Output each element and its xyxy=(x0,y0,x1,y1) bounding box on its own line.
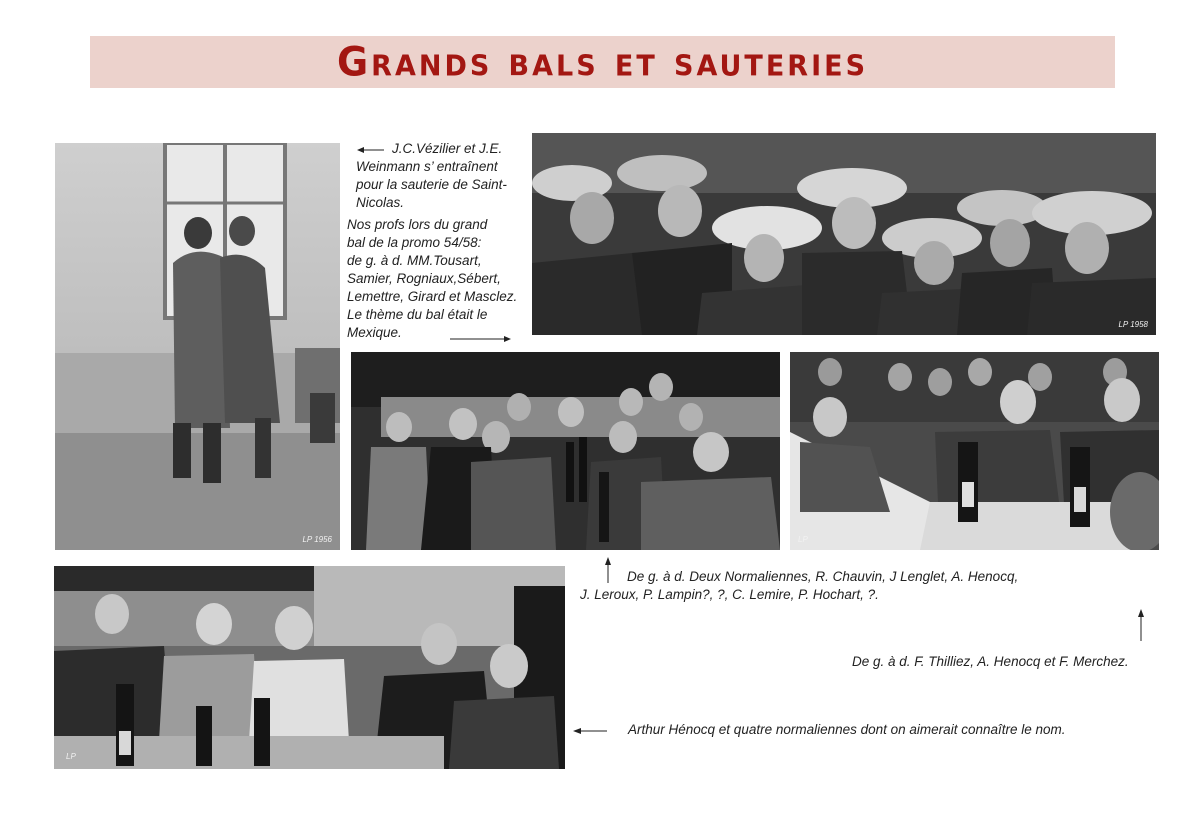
title-band xyxy=(90,36,1115,88)
arrow-right-icon xyxy=(450,334,512,344)
photo-dance xyxy=(55,143,340,550)
caption-thilliez: De g. à d. F. Thilliez, A. Henocq et F. Merchez. xyxy=(852,654,1129,669)
page-title: Grands bals et sauteries xyxy=(336,38,869,86)
photo-credit: LP 1956 xyxy=(302,535,332,544)
arrow-left-icon xyxy=(572,726,608,736)
arrow-up-icon xyxy=(1136,608,1146,642)
photo-students-table xyxy=(351,352,780,550)
photo-credit: LP xyxy=(66,752,76,761)
photo-profs-sombreros xyxy=(532,133,1156,335)
photo-credit: LP 1958 xyxy=(1118,320,1148,329)
photo-credit: LP xyxy=(798,535,808,544)
caption-henocq: Arthur Hénocq et quatre normaliennes dont on aimerait connaître le nom. xyxy=(628,722,1066,737)
arrow-left-icon xyxy=(356,145,386,155)
photo-henocq-normaliennes xyxy=(54,566,565,769)
caption-profs: Nos profs lors du grand bal de la promo 54/58: de g. à d. MM.Tousart, Samier, Rogniaux,Sébert, Lemettre, Girard et Masclez. Le thème du bal était le Mexique. xyxy=(347,217,518,340)
caption-normaliennes: De g. à d. Deux Normaliennes, R. Chauvin, J Lenglet, A. Henocq, J. Leroux, P. Lampin?, ?, C. Lemire, P. Hochart, ?. xyxy=(580,569,1019,602)
photo-thilliez xyxy=(790,352,1159,550)
caption-vezilier: J.C.Vézilier et J.E. Weinmann s’ entraînent pour la sauterie de Saint- Nicolas. xyxy=(356,141,507,210)
